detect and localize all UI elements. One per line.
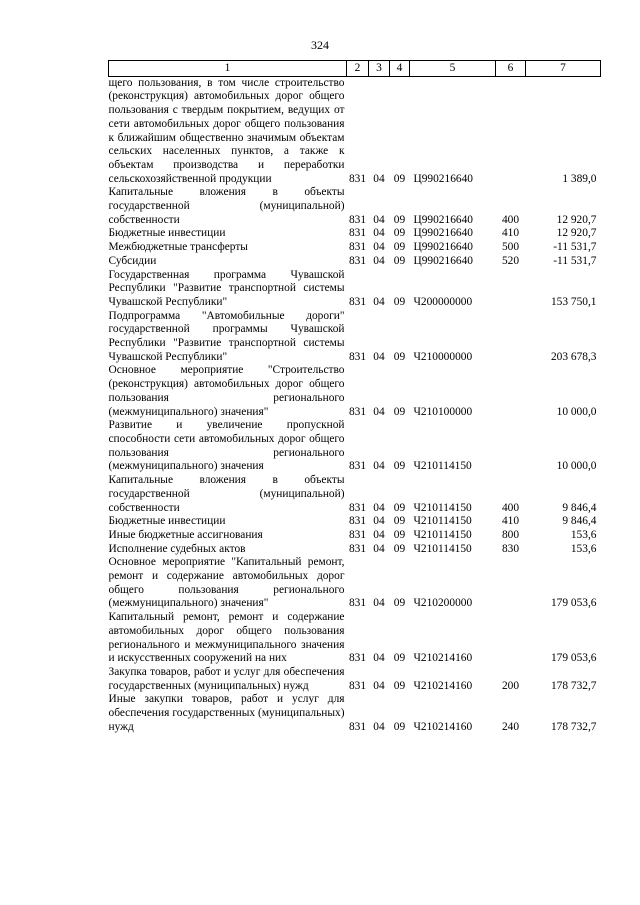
ministry-code-cell: 831 — [348, 597, 367, 610]
column-header: 5 — [410, 61, 496, 77]
section-cell: 04 — [373, 528, 385, 541]
target-article-cell: Ч210214160 — [413, 720, 473, 733]
expense-type-cell: 520 — [501, 254, 520, 267]
expense-type-cell: 410 — [501, 227, 520, 240]
section-cell: 04 — [373, 720, 385, 733]
row-name-cell: Закупка товаров, работ и услуг для обеспечения государственных (муниципальных) нужд — [108, 665, 345, 692]
table-row — [109, 310, 601, 365]
ministry-code-cell: 831 — [348, 213, 367, 226]
table-row — [109, 227, 601, 241]
ministry-code-cell: 831 — [348, 254, 367, 267]
target-article-cell: Ч210114150 — [413, 528, 472, 541]
ministry-code-cell: 831 — [348, 528, 367, 541]
ministry-code-cell: 831 — [348, 515, 367, 528]
table-row — [109, 474, 601, 515]
subsection-cell: 09 — [393, 679, 406, 692]
ministry-code-cell: 831 — [348, 652, 367, 665]
subsection-cell: 09 — [393, 460, 406, 473]
section-cell: 04 — [373, 597, 385, 610]
target-article-cell: Ч200000000 — [413, 295, 473, 308]
section-cell: 04 — [373, 652, 385, 665]
subsection-cell: 09 — [393, 172, 406, 185]
section-cell: 04 — [373, 295, 385, 308]
section-cell: 04 — [373, 501, 385, 514]
column-header: 4 — [390, 61, 410, 77]
target-article-cell: Ц990216640 — [413, 227, 473, 240]
target-article-cell: Ц990216640 — [413, 241, 473, 254]
amount-cell: 1 389,0 — [562, 172, 597, 185]
amount-cell: 10 000,0 — [556, 405, 597, 418]
section-cell: 04 — [373, 350, 385, 363]
row-name-cell: Основное мероприятие "Строительство (реконструкция) автомобильных дорог общего пользования регионального (межмуниципального) значения" — [108, 364, 345, 418]
target-article-cell: Ч210114150 — [413, 460, 472, 473]
section-cell: 04 — [373, 679, 385, 692]
row-name-cell: Государственная программа Чувашской Республики "Развитие транспортной системы Чувашской Республики" — [108, 268, 345, 308]
row-name-cell: Подпрограмма "Автомобильные дороги" государственной программы Чувашской Республики "Развитие транспортной системы Чувашской Республики" — [108, 309, 345, 363]
section-cell: 04 — [373, 405, 385, 418]
table-row — [109, 419, 601, 474]
row-name-cell: Капитальный ремонт, ремонт и содержание автомобильных дорог общего пользования регионального и межмуниципального значения и искусственных сооружений на них — [108, 611, 345, 665]
table-row — [109, 255, 601, 269]
expense-type-cell: 400 — [501, 213, 520, 226]
amount-cell: 9 846,4 — [562, 515, 597, 528]
ministry-code-cell: 831 — [348, 405, 367, 418]
section-cell: 04 — [373, 227, 385, 240]
section-cell: 04 — [373, 515, 385, 528]
subsection-cell: 09 — [393, 350, 406, 363]
target-article-cell: Ч210200000 — [413, 597, 473, 610]
expense-type-cell: 400 — [501, 501, 520, 514]
ministry-code-cell: 831 — [348, 172, 367, 185]
table-row — [109, 186, 601, 227]
amount-cell: -11 531,7 — [553, 254, 597, 267]
amount-cell: 153,6 — [570, 528, 597, 541]
amount-cell: 153 750,1 — [550, 295, 597, 308]
amount-cell: 179 053,6 — [550, 652, 597, 665]
amount-cell: 203 678,3 — [550, 350, 597, 363]
target-article-cell: Ч210000000 — [413, 350, 473, 363]
table-row — [109, 611, 601, 666]
subsection-cell: 09 — [393, 405, 406, 418]
row-name-cell: Иные бюджетные ассигнования — [108, 528, 263, 541]
target-article-cell: Ц990216640 — [413, 254, 473, 267]
subsection-cell: 09 — [393, 254, 406, 267]
table-row — [109, 364, 601, 419]
amount-cell: 178 732,7 — [550, 679, 597, 692]
row-name-cell: Основное мероприятие "Капитальный ремонт, ремонт и содержание автомобильных дорог общего пользования регионального (межмуниципального) значения" — [108, 556, 345, 610]
section-cell: 04 — [373, 254, 385, 267]
amount-cell: 178 732,7 — [550, 720, 597, 733]
ministry-code-cell: 831 — [348, 241, 367, 254]
expense-type-cell: 800 — [501, 528, 520, 541]
row-name-cell: Бюджетные инвестиции — [108, 227, 226, 240]
expense-type-cell: 830 — [501, 542, 520, 555]
table-row — [109, 76, 601, 186]
amount-cell: 179 053,6 — [550, 597, 597, 610]
expense-type-cell — [496, 556, 526, 611]
target-article-cell: Ч210114150 — [413, 501, 472, 514]
table-row — [109, 241, 601, 255]
target-article-cell: Ч210100000 — [413, 405, 473, 418]
section-cell: 04 — [373, 172, 385, 185]
budget-table-container — [108, 60, 600, 734]
table-row — [109, 693, 601, 734]
column-header: 7 — [526, 61, 601, 77]
ministry-code-cell: 831 — [348, 542, 367, 555]
target-article-cell: Ч210114150 — [413, 542, 472, 555]
amount-cell: 12 920,7 — [556, 227, 597, 240]
subsection-cell: 09 — [393, 295, 406, 308]
row-name-cell: Исполнение судебных актов — [108, 542, 246, 555]
expense-type-cell — [496, 310, 526, 365]
table-row — [109, 269, 601, 310]
table-row — [109, 543, 601, 557]
column-header: 6 — [496, 61, 526, 77]
amount-cell: 153,6 — [570, 542, 597, 555]
subsection-cell: 09 — [393, 720, 406, 733]
subsection-cell: 09 — [393, 542, 406, 555]
amount-cell: 9 846,4 — [562, 501, 597, 514]
expense-type-cell — [496, 76, 526, 186]
expense-type-cell: 410 — [501, 515, 520, 528]
target-article-cell: Ц990216640 — [413, 172, 473, 185]
expense-type-cell: 240 — [501, 720, 520, 733]
amount-cell: -11 531,7 — [553, 241, 597, 254]
ministry-code-cell: 831 — [348, 295, 367, 308]
budget-table — [108, 60, 601, 734]
expense-type-cell — [496, 419, 526, 474]
target-article-cell: Ц990216640 — [413, 213, 473, 226]
subsection-cell: 09 — [393, 597, 406, 610]
amount-cell: 10 000,0 — [556, 460, 597, 473]
subsection-cell: 09 — [393, 241, 406, 254]
row-name-cell: щего пользования, в том числе строительство (реконструкция) автомобильных дорог общего пользования с твердым покрытием, ведущих от сети автомобильных дорог общего пользования к ближайшим общественно значимым объектам сельских населенных пунктов, а также к объектам производства и переработки сельскохозяйственной продукции — [108, 76, 345, 185]
target-article-cell: Ч210114150 — [413, 515, 472, 528]
expense-type-cell — [496, 611, 526, 666]
subsection-cell: 09 — [393, 213, 406, 226]
table-row — [109, 515, 601, 529]
ministry-code-cell: 831 — [348, 460, 367, 473]
target-article-cell: Ч210214160 — [413, 652, 473, 665]
row-name-cell: Межбюджетные трансферты — [108, 241, 248, 254]
column-header: 2 — [347, 61, 369, 77]
ministry-code-cell: 831 — [348, 227, 367, 240]
subsection-cell: 09 — [393, 515, 406, 528]
table-row — [109, 666, 601, 693]
subsection-cell: 09 — [393, 652, 406, 665]
column-header: 3 — [369, 61, 390, 77]
expense-type-cell — [496, 364, 526, 419]
ministry-code-cell: 831 — [348, 720, 367, 733]
section-cell: 04 — [373, 542, 385, 555]
subsection-cell: 09 — [393, 227, 406, 240]
ministry-code-cell: 831 — [348, 679, 367, 692]
column-header-row — [109, 61, 601, 77]
amount-cell: 12 920,7 — [556, 213, 597, 226]
row-name-cell: Субсидии — [108, 254, 157, 267]
table-row — [109, 529, 601, 543]
section-cell: 04 — [373, 213, 385, 226]
subsection-cell: 09 — [393, 501, 406, 514]
expense-type-cell: 200 — [501, 679, 520, 692]
ministry-code-cell: 831 — [348, 501, 367, 514]
row-name-cell: Развитие и увеличение пропускной способности сети автомобильных дорог общего пользования регионального (межмуниципального) значения — [108, 419, 345, 473]
row-name-cell: Иные закупки товаров, работ и услуг для обеспечения государственных (муниципальных) нужд — [108, 693, 345, 733]
row-name-cell: Капитальные вложения в объекты государственной (муниципальной) собственности — [108, 474, 345, 514]
section-cell: 04 — [373, 241, 385, 254]
table-row — [109, 556, 601, 611]
subsection-cell: 09 — [393, 528, 406, 541]
page-number: 324 — [311, 38, 329, 52]
expense-type-cell — [496, 269, 526, 310]
section-cell: 04 — [373, 460, 385, 473]
expense-type-cell: 500 — [501, 241, 520, 254]
row-name-cell: Бюджетные инвестиции — [108, 515, 226, 528]
ministry-code-cell: 831 — [348, 350, 367, 363]
row-name-cell: Капитальные вложения в объекты государственной (муниципальной) собственности — [108, 186, 345, 226]
column-header: 1 — [109, 61, 347, 77]
target-article-cell: Ч210214160 — [413, 679, 473, 692]
